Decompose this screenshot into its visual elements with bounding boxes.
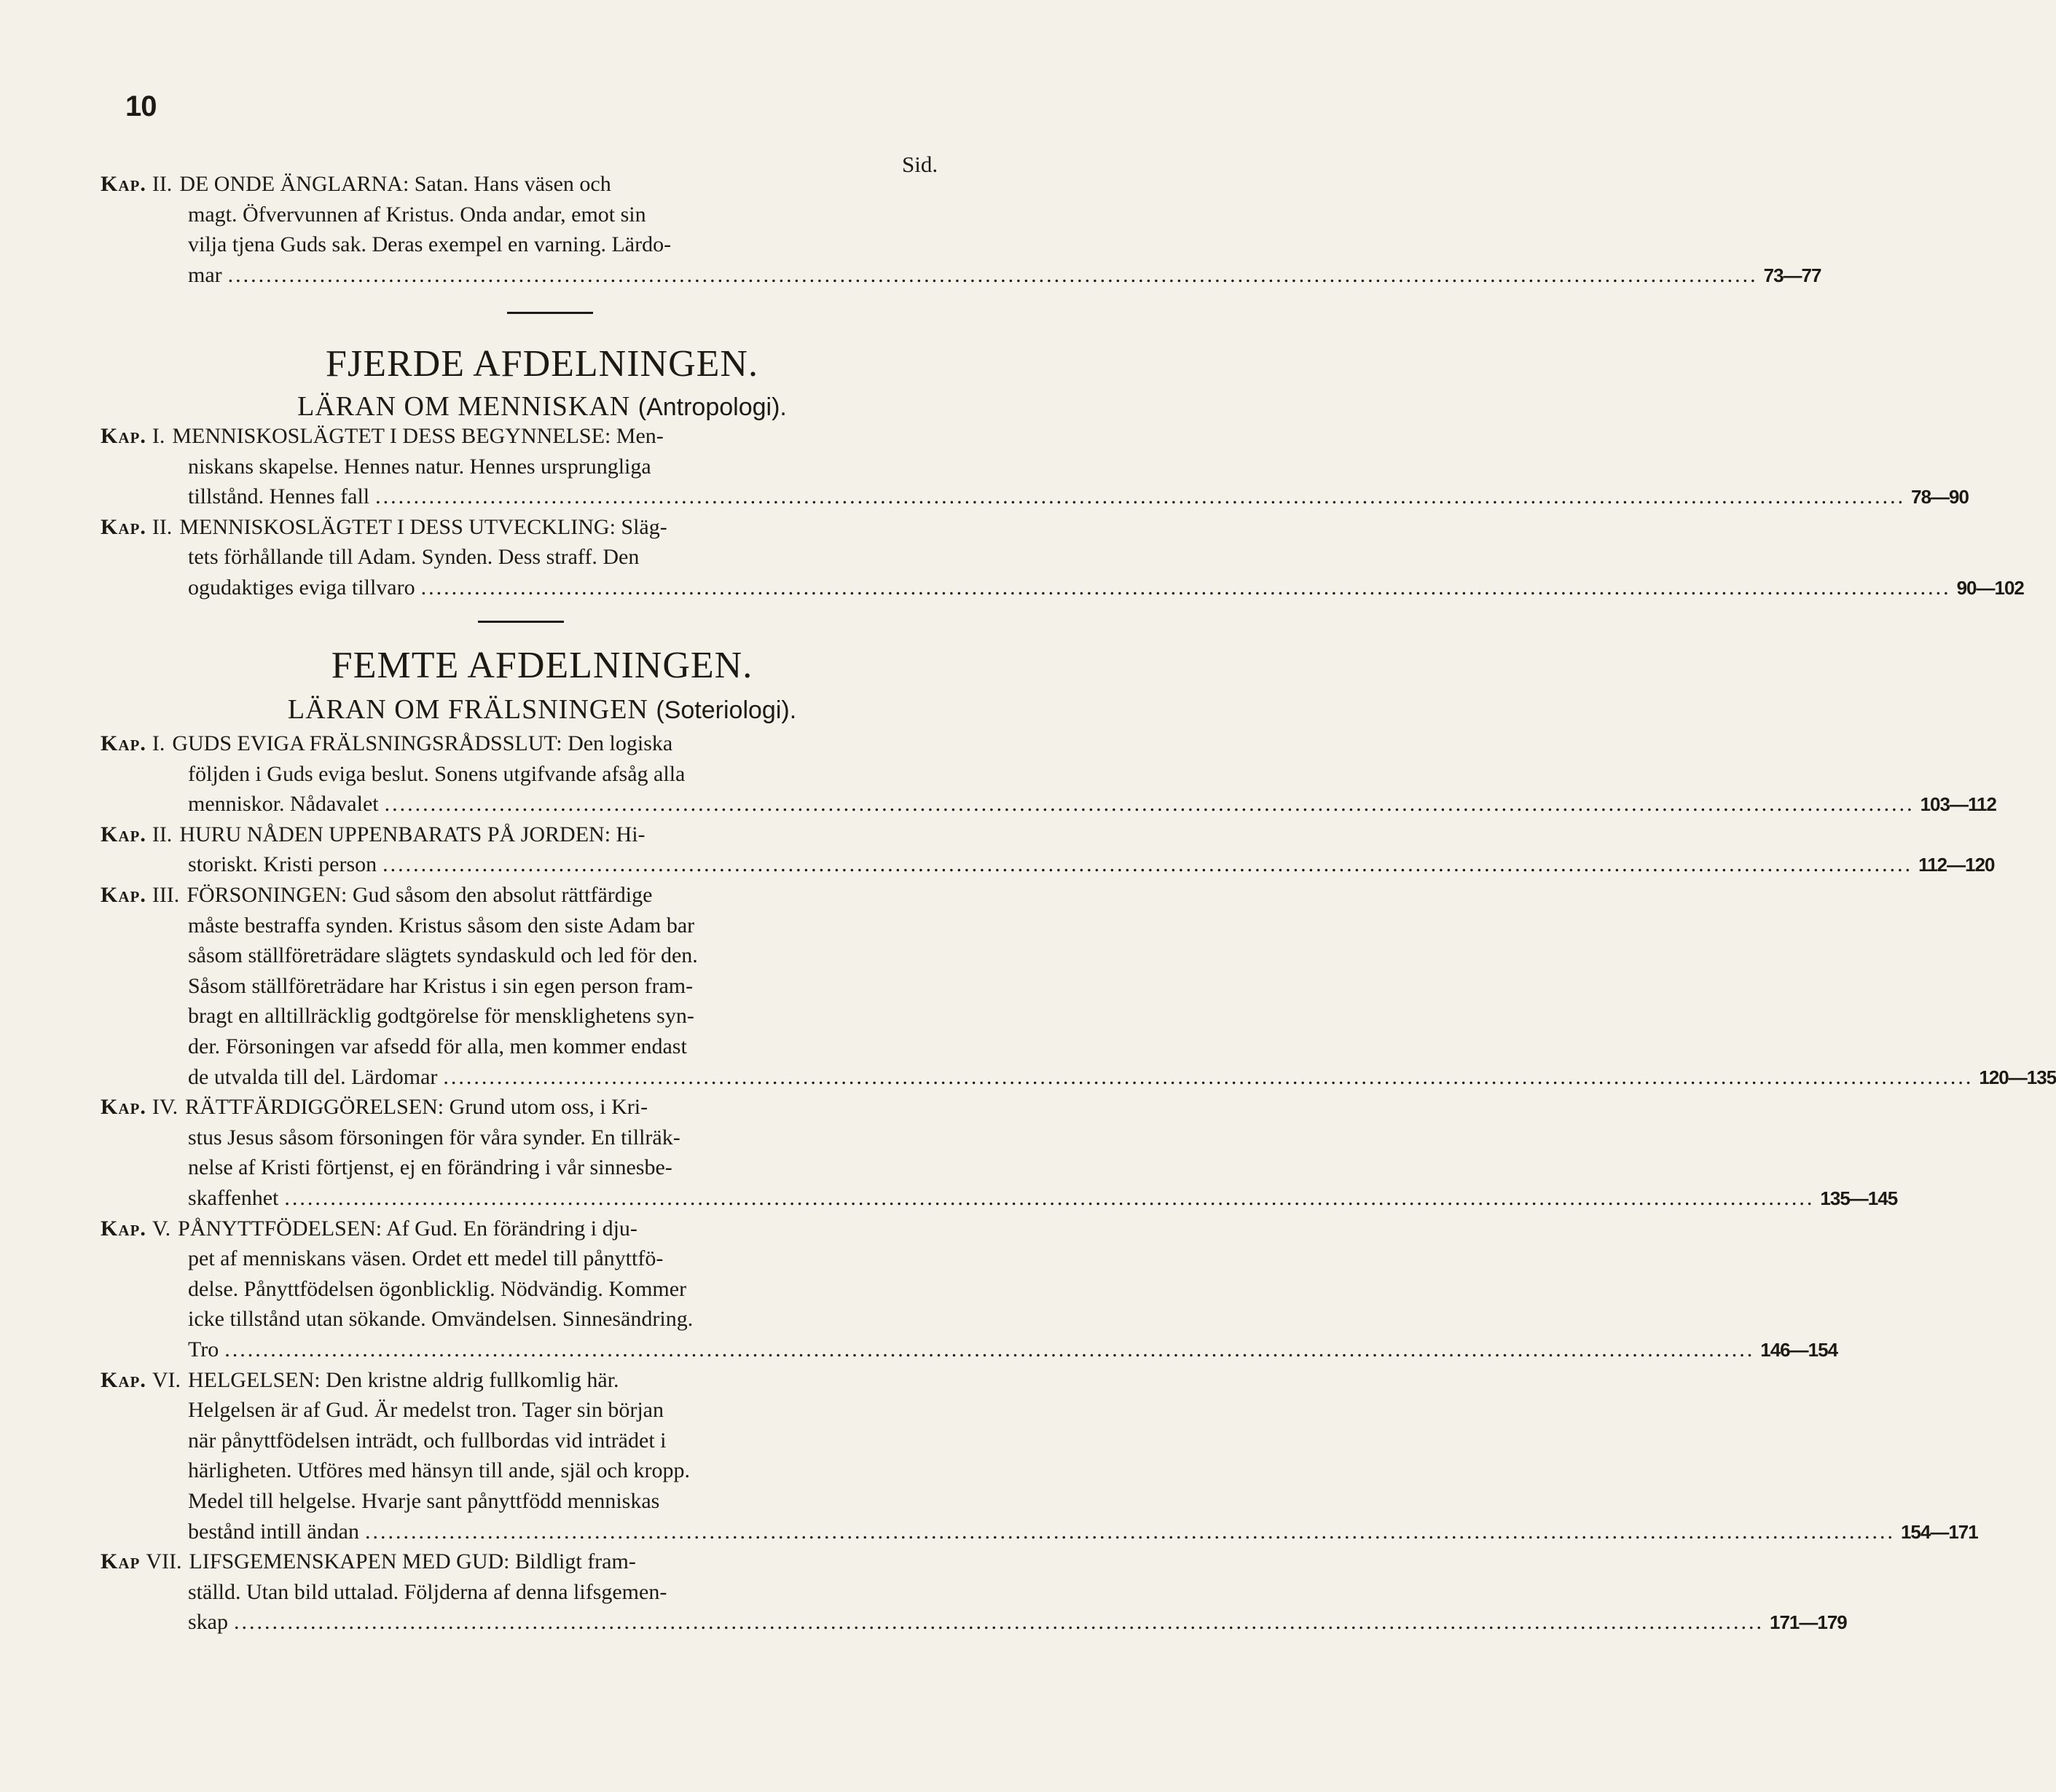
section-subtitle-5-paren: (Soteriologi). [656, 696, 797, 724]
toc-entry-text: niskans skapelse. Hennes natur. Hennes ursprungliga [188, 454, 651, 479]
toc-entry-line [101, 1426, 971, 1456]
toc-entry [101, 169, 1821, 290]
chapter-label: Kap [101, 1549, 141, 1574]
toc-entry-line [101, 421, 971, 452]
toc-entry-text: ställd. Utan bild uttalad. Följderna af denna lifsgemen- [188, 1579, 667, 1604]
section-subtitle-5-text: LÄRAN OM FRÄLSNINGEN [287, 694, 648, 725]
leader-dots: ........................................................................................................................................................................................................ [420, 575, 1951, 600]
toc-entry-text: Medel till helgelse. Hvarje sant pånyttfödd menniskas [188, 1488, 660, 1513]
leader-dots: ........................................................................................................................................................................................................ [284, 1185, 1815, 1210]
toc-entry-last-line [101, 1517, 1978, 1547]
section-divider [478, 621, 564, 623]
section-title-4: FJERDE AFDELNINGEN. [326, 343, 758, 385]
toc-entry [101, 1547, 1847, 1638]
toc-entry-line [101, 759, 971, 790]
chapter-label: Kap. [101, 731, 146, 755]
section-subtitle-4 [0, 390, 1084, 423]
toc-entry [101, 1365, 1978, 1547]
toc-entry-text: DE ONDE ÄNGLARNA: Satan. Hans väsen och [179, 172, 611, 196]
toc-entry-text: stus Jesus såsom försoningen för våra synder. En tillräk- [188, 1125, 680, 1150]
toc-entry-text: pet af menniskans väsen. Ordet ett medel till pånyttfö- [188, 1246, 664, 1271]
toc-entry [101, 880, 2056, 1092]
leader-dots: ........................................................................................................................................................................................................ [443, 1064, 1974, 1089]
toc-entry-line [101, 169, 971, 200]
toc-entry-text: storiskt. Kristi person [188, 852, 377, 877]
toc-entry-line [101, 1486, 971, 1517]
toc-entry-line [101, 1455, 971, 1486]
page-range: 135—145 [1820, 1187, 1898, 1209]
toc-entry-text: tets förhållande till Adam. Synden. Dess straff. Den [188, 545, 640, 570]
toc-entry-text: bestånd intill ändan [188, 1519, 359, 1544]
toc-entry-line [101, 1214, 971, 1244]
toc-entry-text: såsom ställföreträdare slägtets syndaskuld och led för den. [188, 943, 698, 968]
toc-entry-text: ogudaktiges eviga tillvaro [188, 575, 415, 600]
page-range: 78—90 [1911, 486, 1969, 508]
toc-entry-text: RÄTTFÄRDIGGÖRELSEN: Grund utom oss, i Kri- [185, 1095, 648, 1120]
chapter-number: II. [152, 172, 173, 196]
leader-dots: ........................................................................................................................................................................................................ [224, 1337, 1755, 1361]
section-subtitle-5 [0, 693, 1084, 726]
leader-dots: ........................................................................................................................................................................................................ [384, 792, 1915, 817]
chapter-number: I. [152, 424, 165, 448]
page-range: 120—135 [1979, 1066, 2056, 1088]
toc-entry-last-line [101, 1183, 1898, 1214]
toc-entry-text: bragt en alltillräcklig godtgörelse för mensklighetens syn- [188, 1004, 694, 1029]
chapter-label: Kap. [101, 822, 146, 846]
toc-entry-last-line [101, 260, 1821, 291]
toc-entry-text: skaffenhet [188, 1185, 279, 1210]
leader-dots: ........................................................................................................................................................................................................ [234, 1610, 1764, 1635]
toc-entry-line [101, 940, 971, 971]
toc-entry-text: vilja tjena Guds sak. Deras exempel en varning. Lärdo- [188, 232, 672, 257]
chapter-label: Kap. [101, 883, 146, 907]
toc-entry-text: när pånyttfödelsen inträdt, och fullbordas vid inträdet i [188, 1428, 667, 1453]
chapter-label: Kap. [101, 172, 146, 196]
toc-entry-text: PÅNYTTFÖDELSEN: Af Gud. En förändring i dju- [178, 1216, 637, 1241]
toc-entry-text: måste bestraffa synden. Kristus såsom den siste Adam bar [188, 913, 695, 938]
toc-entry-line [101, 1031, 971, 1062]
chapter-number: VI. [152, 1367, 181, 1392]
leader-dots: ........................................................................................................................................................................................................ [375, 484, 1906, 509]
page-range: 90—102 [1956, 576, 2024, 599]
toc-entry-text: HELGELSEN: Den kristne aldrig fullkomlig här. [187, 1367, 619, 1392]
leader-dots: ........................................................................................................................................................................................................ [227, 262, 1758, 287]
toc-entry-text: LIFSGEMENSKAPEN MED GUD: Bildligt fram- [189, 1549, 636, 1574]
toc-entry-line [101, 1547, 971, 1577]
chapter-number: I. [152, 731, 165, 755]
toc-entry [101, 1214, 1838, 1365]
toc-entry [101, 512, 2024, 603]
toc-entry-text: följden i Guds eviga beslut. Sonens utgifvande afsåg alla [188, 761, 686, 786]
toc-entry-text: magt. Öfvervunnen af Kristus. Onda andar, emot sin [188, 202, 646, 227]
toc-entry [101, 820, 1995, 880]
section-subtitle-4-text: LÄRAN OM MENNISKAN [297, 391, 631, 422]
section-divider [507, 312, 593, 314]
leader-dots: ........................................................................................................................................................................................................ [382, 852, 1913, 877]
toc-entry-last-line [101, 789, 1996, 820]
chapter-number: V. [152, 1216, 171, 1241]
chapter-label: Kap. [101, 1367, 146, 1392]
chapter-label: Kap. [101, 514, 146, 539]
toc-entry [101, 728, 1996, 820]
toc-entry-line [101, 229, 971, 260]
toc-entry-text: skap [188, 1610, 228, 1635]
chapter-number: II. [152, 822, 173, 846]
chapter-number: III. [152, 883, 180, 907]
toc-entry-line [101, 728, 971, 759]
page-range: 112—120 [1918, 854, 1995, 876]
chapter-number: VII. [146, 1549, 182, 1574]
toc-entry-text: Helgelsen är af Gud. Är medelst tron. Tager sin början [188, 1398, 664, 1423]
toc-entry-line [101, 1365, 971, 1396]
toc-entry-line [101, 880, 971, 911]
toc-entry-text: FÖRSONINGEN: Gud såsom den absolut rättfärdige [187, 883, 653, 907]
toc-entry-line [101, 911, 971, 941]
toc-entry-text: HURU NÅDEN UPPENBARATS PÅ JORDEN: Hi- [179, 822, 646, 846]
chapter-number: IV. [152, 1095, 178, 1120]
toc-entry-text: tillstånd. Hennes fall [188, 484, 370, 509]
toc-entry-text: MENNISKOSLÄGTET I DESS BEGYNNELSE: Men- [172, 424, 664, 448]
toc-entry-line [101, 1152, 971, 1183]
toc-entry [101, 421, 1969, 512]
toc-entry-text: GUDS EVIGA FRÄLSNINGSRÅDSSLUT: Den logiska [172, 731, 673, 755]
toc-entry [101, 1092, 1898, 1213]
page-range: 171—179 [1770, 1611, 1847, 1634]
toc-entry-line [101, 1092, 971, 1123]
page-number: 10 [125, 90, 157, 122]
toc-entry-text: icke tillstånd utan sökande. Omvändelsen. Sinnesändring. [188, 1307, 694, 1332]
toc-entry-line [101, 1395, 971, 1426]
chapter-label: Kap. [101, 424, 146, 448]
leader-dots: ........................................................................................................................................................................................................ [364, 1519, 1895, 1544]
toc-entry-line [101, 200, 971, 230]
toc-entry-line [101, 542, 971, 573]
toc-entry-text: Såsom ställföreträdare har Kristus i sin egen person fram- [188, 973, 694, 998]
toc-entry-text: de utvalda till del. Lärdomar [188, 1064, 438, 1089]
page-range: 103—112 [1920, 793, 1996, 816]
toc-entry-line [101, 1577, 971, 1608]
toc-entry-line [101, 1001, 971, 1031]
toc-entry-line [101, 1274, 971, 1305]
toc-entry-text: mar [188, 262, 222, 287]
toc-entry-last-line [101, 1335, 1838, 1365]
toc-entry-last-line [101, 1607, 1847, 1638]
toc-entry-text: härligheten. Utföres med hänsyn till ande, själ och kropp. [188, 1458, 690, 1483]
toc-entry-text: nelse af Kristi förtjenst, ej en förändring i vår sinnesbe- [188, 1155, 672, 1180]
toc-entry-line [101, 1243, 971, 1274]
page-range: 154—171 [1900, 1520, 1978, 1543]
toc-entry-line [101, 971, 971, 1002]
toc-entry-last-line [101, 573, 2024, 603]
chapter-label: Kap. [101, 1216, 146, 1241]
toc-entry-line [101, 1304, 971, 1335]
toc-entry-last-line [101, 849, 1995, 880]
toc-entry-last-line [101, 482, 1969, 512]
chapter-label: Kap. [101, 1095, 146, 1120]
toc-entry-text: der. Försoningen var afsedd för alla, men kommer endast [188, 1034, 687, 1058]
toc-entry-line [101, 1123, 971, 1153]
toc-entry-line [101, 452, 971, 482]
page-range: 73—77 [1763, 264, 1821, 286]
toc-entry-line [101, 512, 971, 543]
section-subtitle-4-paren: (Antropologi). [637, 393, 787, 421]
toc-entry-text: Tro [188, 1337, 219, 1361]
chapter-number: II. [152, 514, 173, 539]
toc-entry-text: delse. Pånyttfödelsen ögonblicklig. Nödvändig. Kommer [188, 1276, 687, 1301]
toc-entry-line [101, 820, 971, 850]
toc-entry-text: MENNISKOSLÄGTET I DESS UTVECKLING: Släg- [179, 514, 667, 539]
toc-entry-last-line [101, 1062, 2056, 1093]
toc-entry-text: menniskor. Nådavalet [188, 792, 379, 817]
section-title-5: FEMTE AFDELNINGEN. [331, 645, 753, 686]
sid-column-label: Sid. [902, 152, 938, 177]
page-range: 146—154 [1760, 1338, 1838, 1361]
